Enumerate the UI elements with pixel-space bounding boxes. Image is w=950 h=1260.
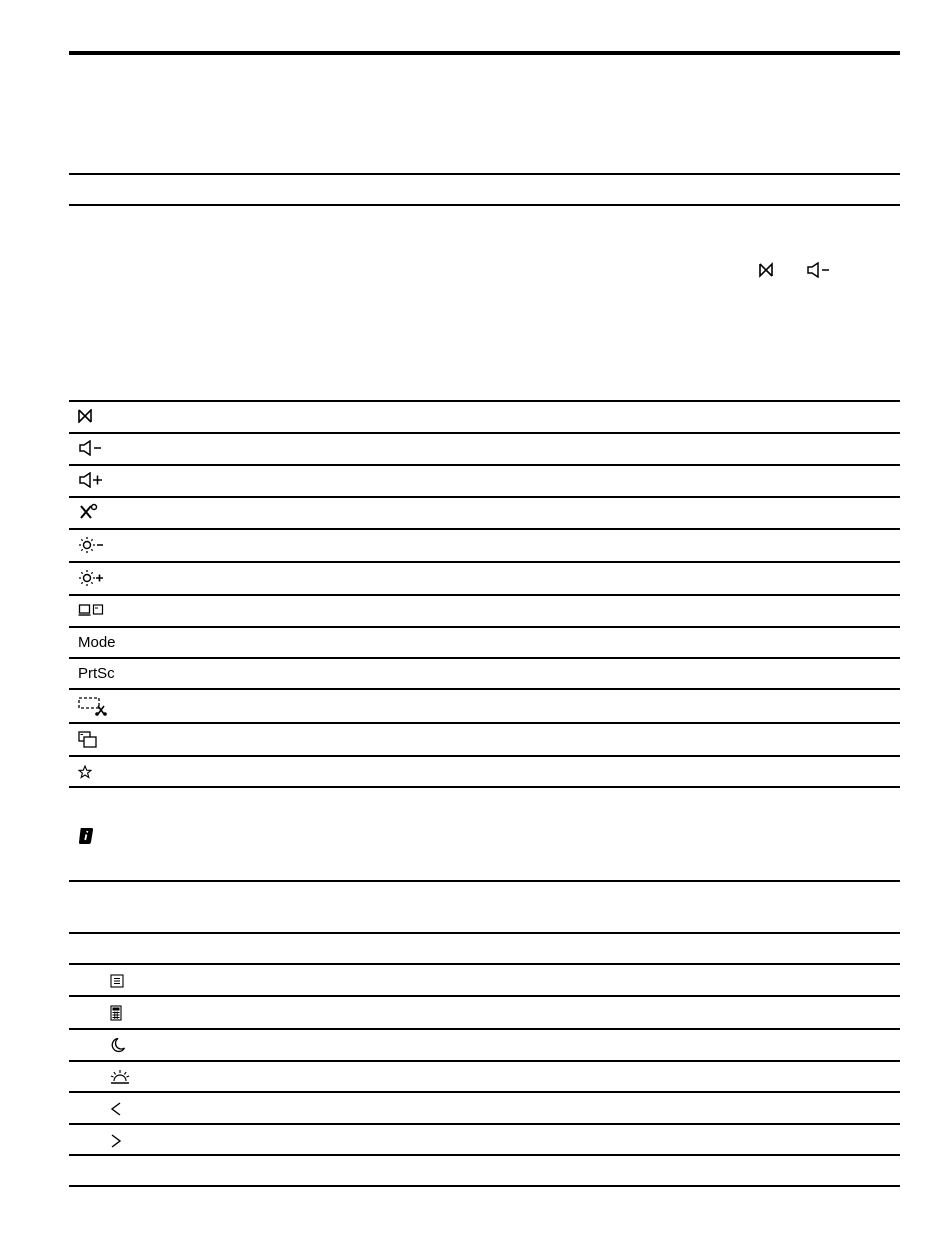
fn-table-bottom-rule — [69, 786, 900, 788]
chevron-left-icon — [110, 1101, 122, 1117]
row-divider — [69, 1154, 900, 1156]
row-divider — [69, 561, 900, 563]
combo-table-header-rule — [69, 932, 900, 934]
table-row — [110, 1003, 122, 1023]
table-row — [78, 600, 104, 620]
microphone-mute-icon — [78, 503, 98, 521]
row-divider — [69, 626, 900, 628]
table-row — [78, 438, 104, 458]
row-divider — [69, 1091, 900, 1093]
combo-table-bottom-rule — [69, 1185, 900, 1187]
brightness-down-icon — [78, 536, 104, 554]
combo-table-top-rule — [69, 880, 900, 882]
prtsc-key-label: PrtSc — [78, 665, 115, 682]
table-row — [78, 568, 104, 588]
row-divider — [69, 1123, 900, 1125]
row-divider — [69, 963, 900, 965]
row-divider — [69, 755, 900, 757]
volume-down-icon — [806, 262, 832, 283]
row-divider — [69, 688, 900, 690]
row-divider — [69, 722, 900, 724]
speaker-mute-icon — [758, 262, 774, 283]
row-divider — [69, 594, 900, 596]
speaker-mute-icon — [78, 409, 92, 423]
table-header-bottom-rule — [69, 204, 900, 206]
table-row — [78, 730, 98, 750]
row-divider — [69, 995, 900, 997]
calculator-icon — [110, 1005, 122, 1021]
switch-apps-icon — [78, 731, 98, 749]
table-row — [110, 1035, 126, 1055]
snipping-tool-icon — [78, 696, 108, 716]
chevron-right-icon — [110, 1133, 122, 1149]
note — [78, 826, 94, 846]
table-row — [110, 971, 124, 991]
info-icon — [78, 827, 94, 845]
table-row — [78, 535, 104, 555]
volume-down-icon — [78, 440, 104, 456]
table-row — [110, 1131, 122, 1151]
row-divider — [69, 464, 900, 466]
volume-up-icon — [78, 472, 104, 488]
menu-icon — [110, 974, 124, 988]
brightness-up-icon — [78, 569, 104, 587]
row-divider — [69, 657, 900, 659]
row-divider — [69, 496, 900, 498]
table-row — [78, 470, 104, 490]
table-row — [78, 696, 108, 716]
table-header-top-rule — [69, 173, 900, 175]
header-rule — [69, 51, 900, 55]
mode-key-label: Mode — [78, 634, 116, 651]
table-row — [78, 406, 92, 426]
row-divider — [69, 1028, 900, 1030]
intro-inline-icons — [758, 262, 832, 283]
table-row — [78, 762, 92, 782]
row-divider — [69, 432, 900, 434]
row-divider — [69, 1060, 900, 1062]
row-divider — [69, 528, 900, 530]
display-mode-icon — [78, 602, 104, 618]
fn-table-top-rule — [69, 400, 900, 402]
sleep-icon — [110, 1037, 126, 1053]
table-row — [78, 502, 98, 522]
backlight-icon — [110, 1069, 130, 1085]
table-row — [110, 1099, 122, 1119]
star-icon — [78, 765, 92, 779]
table-row — [110, 1067, 130, 1087]
